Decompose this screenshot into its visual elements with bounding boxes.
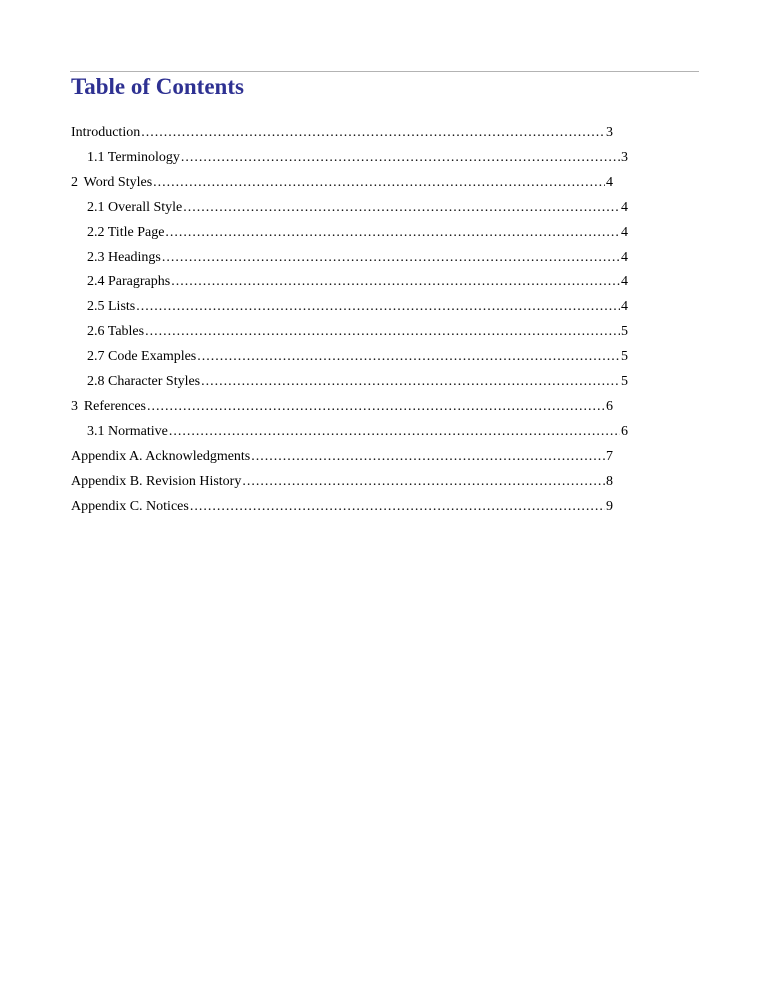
toc-dot-leader	[242, 471, 605, 493]
toc-dot-leader	[141, 122, 605, 144]
toc-entry-page-number: 7	[606, 449, 613, 464]
toc-entry[interactable]	[87, 147, 628, 169]
toc-dot-leader	[162, 247, 620, 269]
toc-entry-page-number: 4	[606, 175, 613, 190]
toc-dot-leader	[251, 446, 605, 468]
toc-entry[interactable]	[71, 496, 613, 518]
toc-entry-label: References	[83, 399, 147, 414]
toc-entry-page-number: 4	[621, 250, 628, 265]
toc-entry-label: 2.3 Headings	[87, 250, 161, 265]
toc-dot-leader	[169, 421, 620, 443]
toc-entry-page-number: 6	[606, 399, 613, 414]
toc-dot-leader	[153, 172, 605, 194]
toc-entry-label: Appendix C. Notices	[71, 499, 189, 514]
toc-entry-page-number: 5	[621, 349, 628, 364]
toc-entry-label: 2.6 Tables	[87, 324, 145, 339]
toc-dot-leader	[201, 371, 620, 393]
toc-entry-label: 2.4 Paragraphs	[87, 274, 171, 289]
toc-entry[interactable]	[71, 396, 613, 418]
toc-dot-leader	[190, 496, 605, 518]
toc-entry-number: 2	[71, 175, 78, 190]
toc-entry[interactable]	[87, 271, 628, 293]
toc-entry[interactable]	[71, 172, 613, 194]
toc-entry-page-number: 8	[606, 474, 613, 489]
toc-dot-leader	[145, 321, 620, 343]
toc-entry-number: 3	[71, 399, 78, 414]
toc-dot-leader	[183, 197, 620, 219]
toc-entry[interactable]	[87, 222, 628, 244]
toc-entry-label: 2.2 Title Page	[87, 225, 165, 240]
toc-entry-page-number: 4	[621, 225, 628, 240]
toc-entry-page-number: 3	[606, 125, 613, 140]
toc-entry[interactable]	[87, 321, 628, 343]
toc-entry-label: 1.1 Terminology	[87, 150, 180, 165]
toc-entry-page-number: 4	[621, 200, 628, 215]
toc-entry-label: Word Styles	[83, 175, 153, 190]
toc-dot-leader	[147, 396, 605, 418]
toc-title: Table of Contents	[71, 74, 244, 99]
toc-entry-page-number: 9	[606, 499, 613, 514]
toc-entry[interactable]	[87, 247, 628, 269]
toc-entry[interactable]	[87, 421, 628, 443]
toc-dot-leader	[165, 222, 620, 244]
toc-dot-leader	[181, 147, 620, 169]
toc-entry[interactable]	[87, 296, 628, 318]
toc-entry-label: 2.1 Overall Style	[87, 200, 183, 215]
toc-entry-page-number: 4	[621, 299, 628, 314]
header-rule	[70, 71, 699, 72]
toc-entry-label: 2.8 Character Styles	[87, 374, 201, 389]
toc-entry-label: 3.1 Normative	[87, 424, 168, 439]
toc-entry-page-number: 6	[621, 424, 628, 439]
toc-entry[interactable]	[71, 471, 613, 493]
toc-entry-label: Introduction	[71, 125, 141, 140]
toc-dot-leader	[197, 346, 620, 368]
toc-entry[interactable]	[87, 197, 628, 219]
toc-entry[interactable]	[71, 446, 613, 468]
toc-entry-label: 2.5 Lists	[87, 299, 136, 314]
toc-entry-page-number: 5	[621, 374, 628, 389]
toc-entry[interactable]	[87, 371, 628, 393]
toc-entry-page-number: 4	[621, 274, 628, 289]
toc-dot-leader	[136, 296, 620, 318]
toc-entry[interactable]	[71, 122, 613, 144]
toc-entry-page-number: 3	[621, 150, 628, 165]
toc-entry-label: 2.7 Code Examples	[87, 349, 197, 364]
toc-entry-label: Appendix A. Acknowledgments	[71, 449, 251, 464]
toc-entry[interactable]	[87, 346, 628, 368]
toc-entry-label: Appendix B. Revision History	[71, 474, 242, 489]
toc-dot-leader	[171, 271, 620, 293]
toc-entry-page-number: 5	[621, 324, 628, 339]
